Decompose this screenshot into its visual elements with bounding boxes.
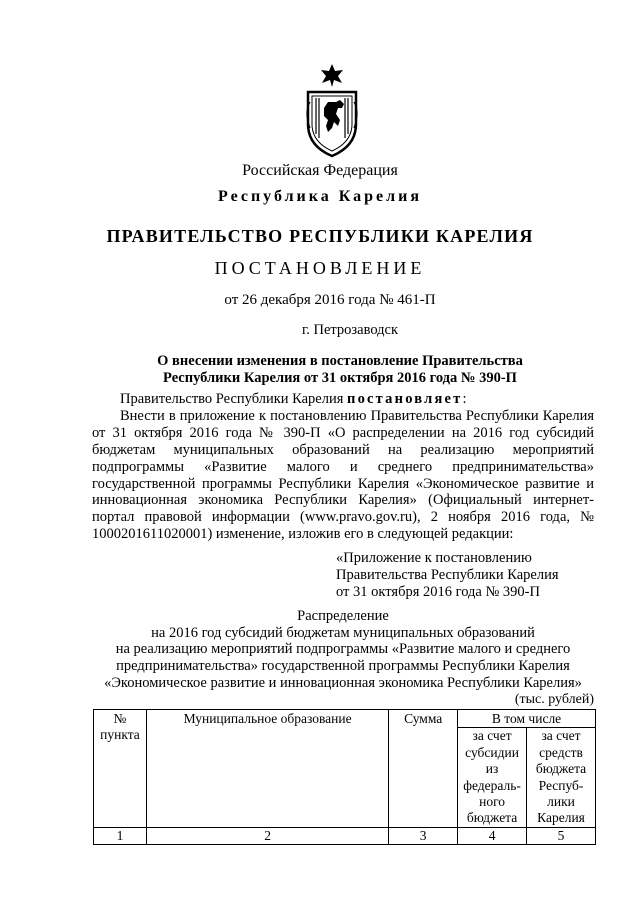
header-sum: Сумма [389,710,458,828]
resolution-colon: : [462,391,467,407]
column-number-cell: 3 [389,827,458,844]
coat-of-arms-icon [300,62,364,158]
column-number-cell: 5 [527,827,596,844]
government-title: ПРАВИТЕЛЬСТВО РЕСПУБЛИКИ КАРЕЛИЯ [106,226,534,246]
document-title [20,353,640,387]
table-row [94,827,596,844]
title-line: Республики Карелия от 31 октября 2016 года № 390-П [163,370,517,386]
distribution-heading [92,608,594,692]
appendix-header [336,550,559,601]
distribution-line: на реализацию мероприятий подпрограммы «Развитие малого и среднего [115,641,571,658]
units-label: (тыс. рублей) [514,692,594,707]
appendix-line: от 31 октября 2016 года № 390-П [336,584,540,600]
appendix-line: «Приложение к постановлению [336,550,532,566]
distribution-line: на 2016 год субсидий бюджетам муниципальных образований [151,624,535,641]
column-number-cell: 1 [94,827,147,844]
title-line: О внесении изменения в постановление Правительства [157,353,523,369]
resolution-paragraph [92,391,594,408]
country-name: Российская Федерация [242,162,398,179]
resolution-verb: постановляет [347,391,463,407]
document-type: ПОСТАНОВЛЕНИЕ [214,258,426,278]
column-number-cell: 2 [146,827,388,844]
distribution-line: Распределение [297,608,389,624]
header-including: В том числе [458,710,596,728]
document-body [92,391,594,543]
republic-name: Республика Карелия [218,188,422,205]
appendix-line: Правительства Республики Карелия [336,567,559,583]
header-regional: за счет средств бюджета Респуб-лики Карелия [527,728,596,827]
amendment-paragraph: Внести в приложение к постановлению Правительства Республики Карелия от 31 октября 2016 года № 390-П «О распределении на 2016 год субсидий бюджетам муниципальных образований на реализацию мероприятий подпрограммы «Развитие малого и среднего предпринимательства» государственной программы Республики Карелия «Экономическое развитие и инновационная экономика Республики Карелия» (Официальный интернет-портал правовой информации (www.pravo.gov.ru), 2 ноября 2016 года, № 1000201611020001) изменение, изложив его в следующей редакции: [92,407,594,543]
document-city: г. Петрозаводск [301,322,399,338]
distribution-line: предпринимательства» государственной программы Республики Карелия [116,658,570,675]
distribution-table [93,709,596,845]
header-number: № пункта [94,710,147,828]
resolution-lead: Правительство Республики Карелия [120,391,348,407]
distribution-line: «Экономическое развитие и инновационная экономика Республики Карелия» [104,674,582,691]
header-federal: за счет субсидии из федераль-ного бюджета [458,728,527,827]
document-date: от 26 декабря 2016 года № 461-П [224,292,436,308]
header-municipality: Муниципальное образование [146,710,388,828]
column-number-cell: 4 [458,827,527,844]
